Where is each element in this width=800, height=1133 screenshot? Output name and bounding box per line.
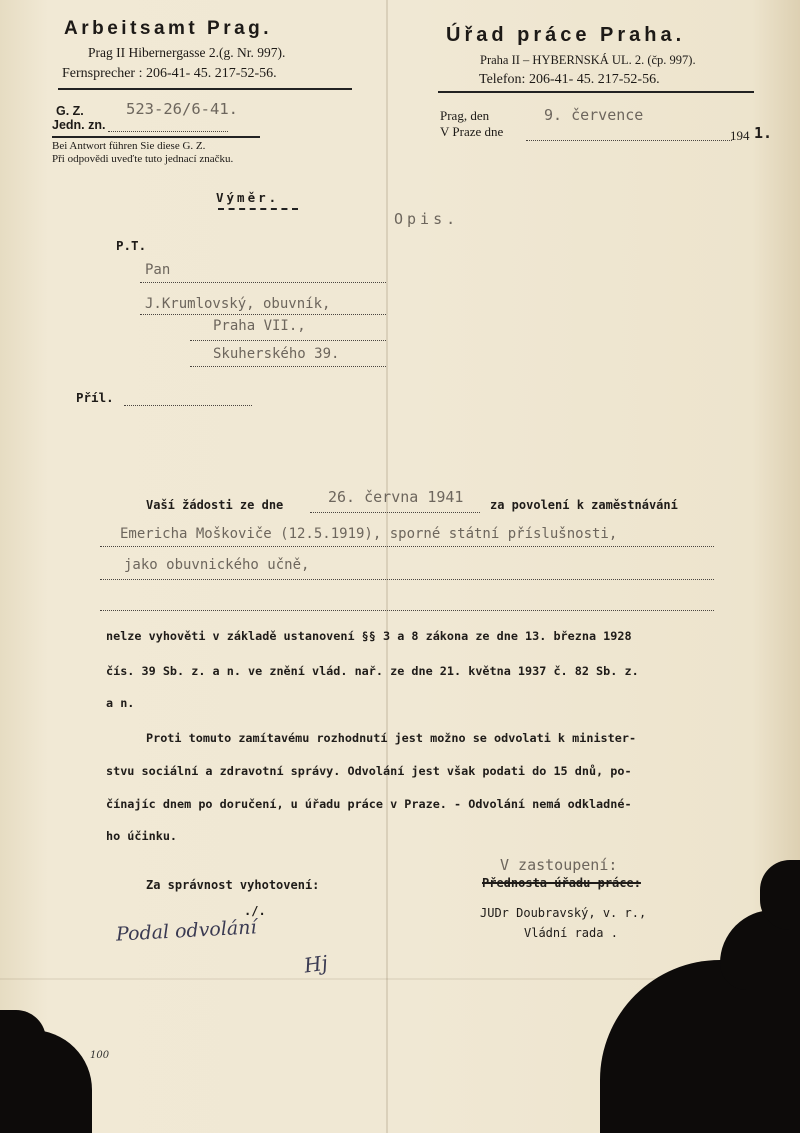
date-label-de: Prag, den bbox=[440, 108, 490, 123]
gz-label: G. Z. bbox=[56, 104, 84, 118]
correctness-label: Za správnost vyhotovení: bbox=[146, 878, 320, 892]
request-line2: Emericha Moškoviče (12.5.1919), sporné státní příslušnosti, bbox=[120, 526, 618, 542]
office-name-de: Arbeitsamt Prag. bbox=[64, 18, 273, 39]
salutation: P.T. bbox=[116, 238, 147, 253]
addressee-dotted-4 bbox=[190, 366, 386, 367]
request-line3: jako obuvnického učně, bbox=[124, 557, 310, 573]
body-line1: nelze vyhověti v základě ustanovení §§ 3 a 8 zákona ze dne 13. března 1928 bbox=[106, 629, 632, 643]
attachment-label: Příl. bbox=[76, 390, 114, 405]
gz-value: 523-26/6-41. bbox=[126, 100, 238, 118]
office-address-de: Prag II Hibernergasse 2.(g. Nr. 997). bbox=[88, 45, 286, 60]
request-dotted-2 bbox=[100, 546, 714, 547]
body-p2-line4: ho účinku. bbox=[106, 829, 178, 843]
request-prefix: Vaší žádosti ze dne bbox=[146, 498, 284, 512]
request-dotted-4 bbox=[100, 610, 714, 611]
date-label-cz: V Praze dne bbox=[440, 124, 504, 139]
attachment-dotted-line bbox=[124, 405, 252, 406]
request-dotted-3 bbox=[100, 579, 714, 580]
body-line3: a n. bbox=[106, 696, 135, 710]
signer-name: JUDr Doubravský, v. r., bbox=[480, 906, 647, 920]
year-printed: 194 bbox=[730, 128, 750, 143]
body-p2-line1: Proti tomuto zamítavému rozhodnutí jest možno se odvolati k minister- bbox=[146, 731, 637, 745]
head-struck-label: Přednosta úřadu práce: bbox=[482, 876, 641, 890]
header-rule-de bbox=[58, 88, 352, 90]
handwritten-note: Podal odvolání bbox=[115, 916, 258, 946]
addressee-dotted-3 bbox=[190, 340, 386, 341]
request-date: 26. června 1941 bbox=[328, 488, 464, 506]
office-phone-de: Fernsprecher : 206-41- 45. 217-52-56. bbox=[62, 66, 277, 81]
request-suffix: za povolení k zaměstnávání bbox=[490, 498, 678, 512]
document-title: Výměr. bbox=[216, 190, 280, 205]
office-phone-cz: Telefon: 206-41- 45. 217-52-56. bbox=[479, 72, 660, 87]
signature-mark: ./. bbox=[244, 904, 266, 918]
body-p2-line2: stvu sociální a zdravotní správy. Odvolání jest však podati do 15 dnů, po- bbox=[106, 764, 632, 778]
reference-rule bbox=[52, 136, 260, 138]
deputy-label: V zastoupení: bbox=[500, 856, 618, 874]
addressee-dotted-1 bbox=[140, 282, 386, 283]
addressee-line2: J.Krumlovský, obuvník, bbox=[145, 296, 331, 312]
copy-mark: Opis. bbox=[394, 210, 460, 228]
addressee-line1: Pan bbox=[145, 262, 171, 278]
date-value: 9. července bbox=[544, 106, 644, 124]
request-date-dotted bbox=[310, 512, 480, 513]
office-name-cz: Úřad práce Praha. bbox=[446, 24, 686, 46]
reply-note-de: Bei Antwort führen Sie diese G. Z. bbox=[52, 140, 206, 152]
jedn-label: Jedn. zn. bbox=[52, 118, 106, 132]
fold-line-vertical bbox=[386, 0, 388, 1133]
jedn-dotted-line bbox=[108, 131, 228, 132]
handwritten-initials: Hj bbox=[302, 950, 330, 978]
addressee-line3: Praha VII., bbox=[213, 318, 306, 334]
title-underline bbox=[218, 208, 298, 210]
body-p2-line3: čínajíc dnem po doručení, u úřadu práce v Praze. - Odvolání nemá odkladné- bbox=[106, 797, 632, 811]
footer-mark: 100 bbox=[90, 1050, 110, 1061]
reply-note-cz: Při odpovědi uveďte tuto jednací značku. bbox=[52, 153, 234, 165]
addressee-dotted-2 bbox=[140, 314, 386, 315]
body-line2: čís. 39 Sb. z. a n. ve znění vlád. nař. ze dne 21. května 1937 č. 82 Sb. z. bbox=[106, 664, 639, 678]
signer-title: Vládní rada . bbox=[524, 926, 618, 940]
year-typed: 1. bbox=[754, 124, 773, 142]
header-rule-cz bbox=[438, 91, 754, 93]
office-address-cz: Praha II – HYBERNSKÁ UL. 2. (čp. 997). bbox=[480, 53, 696, 67]
date-dotted-line bbox=[526, 140, 732, 141]
addressee-line4: Skuherského 39. bbox=[213, 346, 340, 362]
